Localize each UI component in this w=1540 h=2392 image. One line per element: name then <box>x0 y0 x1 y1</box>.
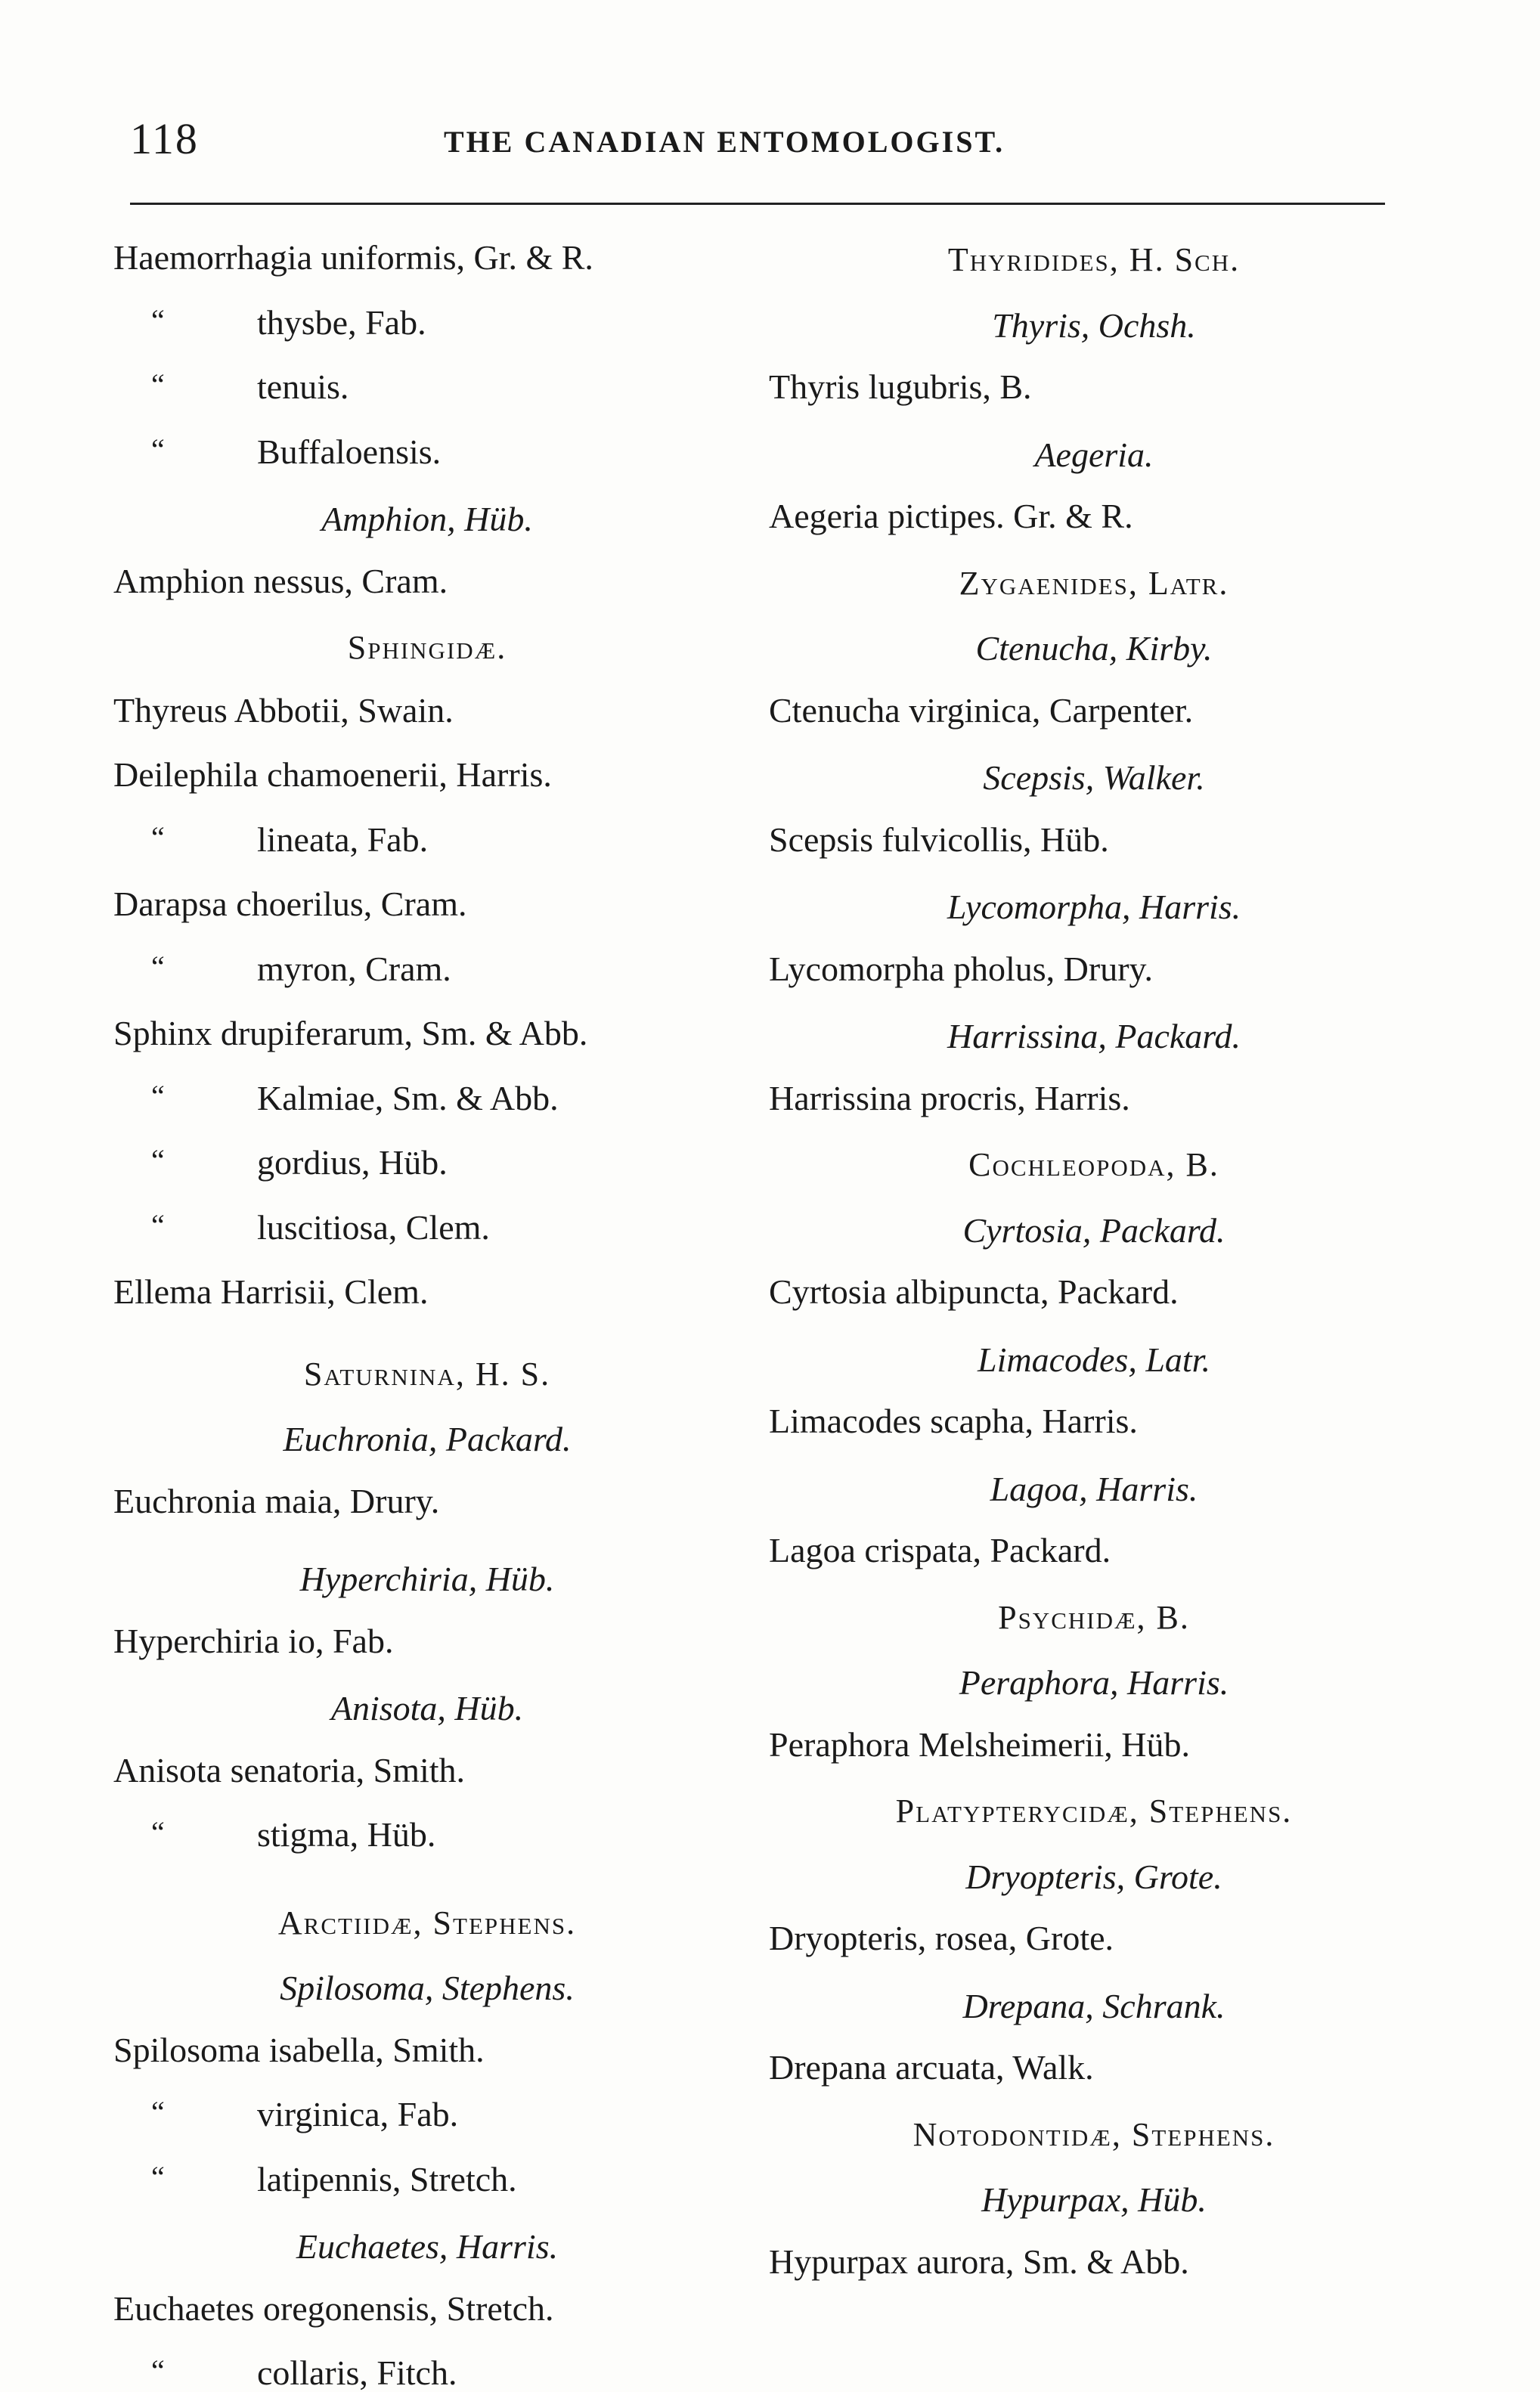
family-heading: Psychidæ, B. <box>998 1598 1190 1636</box>
list-item: Cyrtosia albipuncta, Packard. <box>769 1272 1179 1311</box>
list-item: Anisota senatoria, Smith. <box>113 1750 466 1789</box>
genus-heading: Lagoa, Harris. <box>990 1469 1198 1508</box>
species-name: tenuis. <box>257 367 349 406</box>
family-heading: Saturnina, H. S. <box>303 1355 551 1393</box>
genus-heading: Drepana, Schrank. <box>962 1986 1225 2025</box>
genus-heading: Harrissina, Packard. <box>947 1017 1241 1055</box>
ditto-mark: “ <box>151 367 165 401</box>
species-name: luscitiosa, Clem. <box>257 1207 490 1247</box>
list-item: Harrissina procris, Harris. <box>769 1078 1130 1117</box>
ditto-mark: “ <box>151 2159 165 2194</box>
ditto-mark: “ <box>151 1815 165 1849</box>
list-item: Limacodes scapha, Harris. <box>769 1402 1138 1440</box>
ditto-mark: “ <box>151 2353 165 2387</box>
page-number: 118 <box>130 114 199 163</box>
list-item: Deilephila chamoenerii, Harris. <box>113 755 552 794</box>
ditto-mark: “ <box>151 432 165 466</box>
ditto-mark: “ <box>151 820 165 854</box>
species-name: gordius, Hüb. <box>257 1143 448 1182</box>
species-name: virginica, Fab. <box>257 2095 459 2133</box>
genus-heading: Euchaetes, Harris. <box>296 2227 559 2266</box>
list-item: Hypurpax aurora, Sm. & Abb. <box>769 2242 1189 2281</box>
genus-heading: Hyperchiria, Hüb. <box>299 1560 555 1598</box>
genus-heading: Limacodes, Latr. <box>978 1340 1210 1379</box>
list-item: Euchaetes oregonensis, Stretch. <box>113 2288 554 2328</box>
family-heading: Zygaenides, Latr. <box>959 564 1229 602</box>
list-item: Spilosoma isabella, Smith. <box>113 2030 485 2069</box>
species-name: collaris, Fitch. <box>257 2353 457 2392</box>
family-heading: Platypterycidæ, Stephens. <box>895 1792 1293 1830</box>
genus-heading: Dryopteris, Grote. <box>965 1857 1222 1896</box>
list-item: Thyreus Abbotii, Swain. <box>113 690 454 730</box>
list-item: Lagoa crispata, Packard. <box>769 1531 1111 1569</box>
ditto-mark: “ <box>151 1078 165 1113</box>
genus-heading: Euchronia, Packard. <box>283 1420 572 1458</box>
family-heading: Cochleopoda, B. <box>968 1146 1219 1183</box>
family-heading: Thyridides, H. Sch. <box>947 241 1241 278</box>
list-item: Euchronia maia, Drury. <box>113 1481 440 1520</box>
genus-heading: Thyris, Ochsh. <box>992 305 1196 345</box>
species-name: myron, Cram. <box>257 949 451 988</box>
family-heading: Arctiidæ, Stephens. <box>277 1904 577 1941</box>
ditto-mark: “ <box>151 1207 165 1242</box>
ditto-mark: “ <box>151 2095 165 2129</box>
genus-heading: Aegeria. <box>1034 435 1154 474</box>
species-name: stigma, Hüb. <box>257 1815 436 1854</box>
list-item: Lycomorpha pholus, Drury. <box>769 949 1154 988</box>
ditto-mark: “ <box>151 949 165 984</box>
genus-heading: Spilosoma, Stephens. <box>280 1969 575 2007</box>
genus-heading: Amphion, Hüb. <box>321 500 533 538</box>
family-heading: Notodontidæ, Stephens. <box>913 2115 1275 2153</box>
ditto-mark: “ <box>151 1143 165 1177</box>
list-item: Ctenucha virginica, Carpenter. <box>769 690 1194 730</box>
list-item: Hyperchiria io, Fab. <box>113 1621 394 1660</box>
species-name: lineata, Fab. <box>257 820 429 859</box>
family-heading: Sphingidæ. <box>347 629 507 666</box>
genus-heading: Hypurpax, Hüb. <box>981 2180 1207 2219</box>
page-header <box>130 113 1385 174</box>
running-title: THE CANADIAN ENTOMOLOGIST. <box>444 125 1005 159</box>
list-item: Amphion nessus, Cram. <box>113 561 448 600</box>
list-item: Ellema Harrisii, Clem. <box>113 1272 429 1311</box>
header-rule <box>130 203 1385 205</box>
species-name: thysbe, Fab. <box>257 302 426 342</box>
genus-heading: Anisota, Hüb. <box>330 1689 524 1727</box>
list-item: Aegeria pictipes. Gr. & R. <box>769 497 1133 535</box>
list-item: Sphinx drupiferarum, Sm. & Abb. <box>113 1014 588 1052</box>
species-name: Buffaloensis. <box>257 432 442 471</box>
genus-heading: Ctenucha, Kirby. <box>975 629 1213 668</box>
genus-heading: Peraphora, Harris. <box>959 1663 1229 1702</box>
list-item: Drepana arcuata, Walk. <box>769 2048 1094 2087</box>
genus-heading: Cyrtosia, Packard. <box>962 1210 1225 1250</box>
list-item: Dryopteris, rosea, Grote. <box>769 1919 1114 1957</box>
list-item: Darapsa choerilus, Cram. <box>113 885 467 923</box>
ditto-mark: “ <box>151 302 165 337</box>
list-item: Peraphora Melsheimerii, Hüb. <box>769 1724 1190 1764</box>
species-name: Kalmiae, Sm. & Abb. <box>257 1078 559 1117</box>
genus-heading: Scepsis, Walker. <box>983 758 1205 797</box>
genus-heading: Lycomorpha, Harris. <box>947 888 1241 926</box>
list-item: Haemorrhagia uniformis, Gr. & R. <box>113 238 593 277</box>
list-item: Thyris lugubris, B. <box>769 367 1032 406</box>
species-name: latipennis, Stretch. <box>257 2159 517 2198</box>
list-item: Scepsis fulvicollis, Hüb. <box>769 820 1109 859</box>
